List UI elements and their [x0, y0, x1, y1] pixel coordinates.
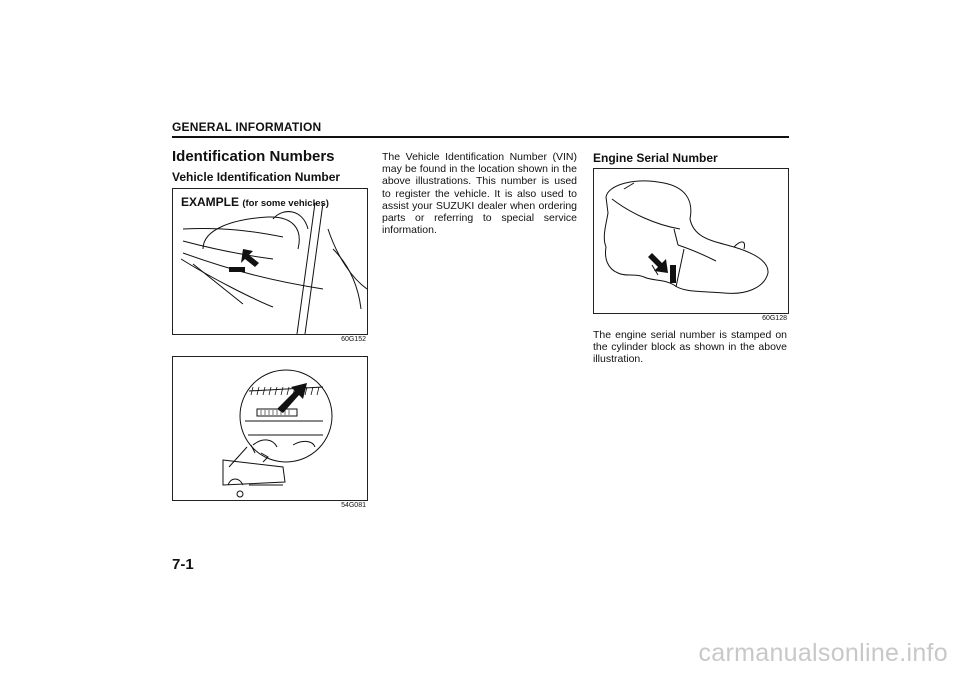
figure1-caption: 60G152 — [341, 336, 366, 343]
figure-example-label: EXAMPLE (for some vehicles) — [181, 195, 329, 209]
vin-dashboard-illustration — [172, 188, 368, 335]
figure2-caption: 54G081 — [341, 502, 366, 509]
dashboard-drawing — [173, 189, 367, 334]
engine-bay-drawing — [173, 357, 367, 500]
site-watermark: carmanualsonline.info — [698, 639, 948, 667]
engine-block-drawing — [594, 169, 788, 313]
engine-block-illustration — [593, 168, 789, 314]
vin-description: The Vehicle Identification Number (VIN) may be found in the location shown in the above illustrations. This number is used to register the vehicle. It is also used to assist your SUZUKI dealer when ordering parts or referring to special service information. — [382, 151, 577, 237]
page-number: 7-1 — [172, 556, 194, 573]
engine-serial-description: The engine serial number is stamped on the cylinder block as shown in the above illustration. — [593, 329, 787, 366]
vin-heading: Vehicle Identification Number — [172, 170, 341, 184]
figure3-caption: 60G128 — [762, 315, 787, 322]
vin-engine-bay-illustration — [172, 356, 368, 501]
header-divider — [172, 136, 789, 138]
engine-serial-heading: Engine Serial Number — [593, 151, 718, 165]
section-header-title: GENERAL INFORMATION — [172, 120, 322, 134]
page-title: Identification Numbers — [172, 148, 335, 165]
